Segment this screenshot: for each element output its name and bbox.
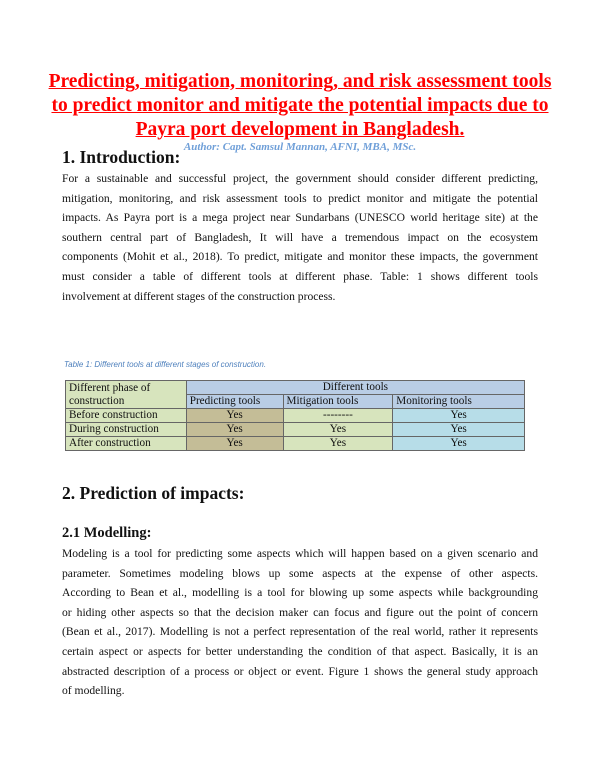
phase-cell: During construction (66, 423, 187, 437)
predicting-cell: Yes (186, 437, 283, 451)
author-line: Author: Capt. Samsul Mannan, AFNI, MBA, MSc. (183, 141, 417, 153)
table-row (66, 409, 525, 423)
text-line: components (Mohit et al., 2018). To predict, mitigate and monitor these impacts, the government (62, 250, 538, 264)
heading-introduction: 1. Introduction: (62, 147, 181, 167)
text-line: For a sustainable and successful project, the government should consider different predicting, (62, 172, 538, 185)
tools-table (65, 380, 525, 451)
title-line: Payra port development in Bangladesh. (135, 119, 465, 140)
title-line: to predict monitor and mitigate the potential impacts due to (51, 95, 549, 116)
text-line: impacts. As Payra port is a mega project near Sundarbans (UNESCO world heritage site) at the (62, 211, 538, 225)
text-line: mitigation, monitoring, and risk assessment tools to predict monitor and mitigate the potential (62, 191, 538, 205)
heading-modelling: 2.1 Modelling: (62, 525, 152, 541)
text-line: abstracted description of a process or object or event. Figure 1 shows the general study approach (62, 664, 538, 678)
table-row (66, 423, 525, 437)
phase-header-line: Different phase of (69, 381, 151, 394)
mitigation-cell: Yes (283, 423, 393, 437)
text-line: certain aspect or aspects for better understanding the condition of that aspect. Basically, it is an (62, 644, 538, 658)
table-caption: Table 1: Different tools at different stages of construction. (64, 360, 267, 369)
monitoring-cell: Yes (393, 409, 525, 423)
intro-paragraph (62, 169, 538, 306)
monitoring-cell: Yes (393, 423, 525, 437)
modelling-paragraph (62, 544, 538, 701)
title-line: Predicting, mitigation, monitoring, and risk assessment tools (48, 71, 552, 92)
column-header: Predicting tools (186, 395, 283, 409)
text-line: of modelling. (62, 684, 125, 698)
phase-cell: Before construction (66, 409, 187, 423)
text-line: must consider a table of different tools at different phase. Table: 1 shows different tools (62, 269, 538, 283)
mitigation-cell: Yes (283, 437, 393, 451)
monitoring-cell: Yes (393, 437, 525, 451)
text-line: According to Bean et al., modelling is a tool for blowing up some aspects while backgrounding (62, 586, 538, 600)
mitigation-cell: -------- (283, 409, 393, 423)
column-header: Monitoring tools (393, 395, 525, 409)
phase-header-line: construction (69, 394, 125, 407)
text-line: Modeling is a tool for predicting some aspects which will happen based on a given scenario and (62, 547, 538, 560)
table-row (66, 437, 525, 451)
heading-prediction: 2. Prediction of impacts: (62, 483, 245, 503)
phase-header (66, 381, 187, 409)
text-line: involvement at different stages of the construction process. (62, 289, 336, 303)
group-header: Different tools (186, 381, 524, 395)
document-title (40, 70, 560, 142)
text-line: southern central part of Bangladesh, It will have a tremendous impact on the ecosystem (62, 230, 538, 244)
predicting-cell: Yes (186, 409, 283, 423)
text-line: (Bean et al., 2017). Modelling is not a perfect representation of the real world, rather it represents (62, 625, 538, 639)
phase-cell: After construction (66, 437, 187, 451)
text-line: parameter. Sometimes modeling blows up some aspects at the expense of other aspects. (62, 566, 538, 580)
column-header: Mitigation tools (283, 395, 393, 409)
text-line: or hiding other aspects so that the decision maker can focus and figure out the point of concern (62, 605, 538, 619)
predicting-cell: Yes (186, 423, 283, 437)
